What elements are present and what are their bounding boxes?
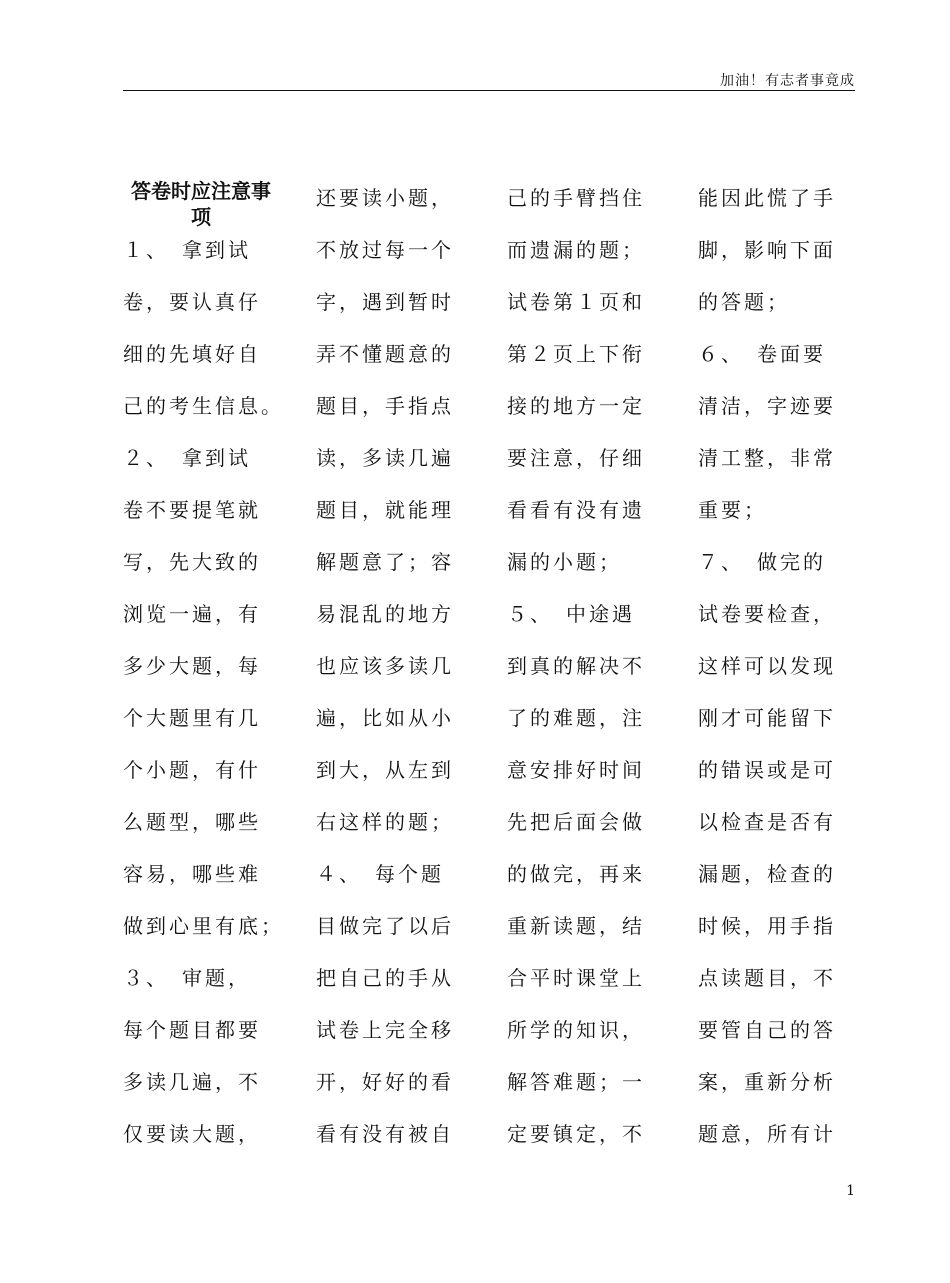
text-line: 个小题，有什 — [123, 758, 261, 782]
text-line: 遍，比如从小 — [316, 706, 454, 730]
text-line: 么题型，哪些 — [123, 810, 261, 834]
text-line: 试卷要检查， — [698, 602, 836, 626]
text-line: 所学的知识， — [507, 1018, 645, 1042]
text-line: 己的手臂挡住 — [507, 186, 645, 210]
text-line: 要注意，仔细 — [507, 446, 645, 470]
text-line: 细的先填好自 — [123, 342, 261, 366]
text-line: 卷不要提笔就 — [123, 498, 261, 522]
text-line: ２、 拿到试 — [123, 446, 251, 470]
text-line: ３、 审题， — [123, 966, 251, 990]
text-line: 把自己的手从 — [316, 966, 454, 990]
header-divider — [123, 90, 855, 91]
text-line: 时候，用手指 — [698, 914, 836, 938]
text-line: 意安排好时间 — [507, 758, 645, 782]
text-line: 弄不懂题意的 — [316, 342, 454, 366]
text-line: 点读题目，不 — [698, 966, 836, 990]
text-line: ５、 中途遇 — [507, 602, 635, 626]
text-line: １、 拿到试 — [123, 238, 251, 262]
text-line: 写，先大致的 — [123, 550, 261, 574]
text-line: 看有没有被自 — [316, 1122, 454, 1146]
text-line: 题目，就能理 — [316, 498, 454, 522]
document-title: 答卷时应注意事项 — [131, 179, 271, 229]
text-line: 接的地方一定 — [507, 394, 645, 418]
text-line: 的答题； — [698, 290, 790, 314]
text-line: 第２页上下衔 — [507, 342, 645, 366]
text-line: ７、 做完的 — [698, 550, 826, 574]
text-line: 卷，要认真仔 — [123, 290, 261, 314]
text-line: 的做完，再来 — [507, 862, 645, 886]
text-line: 重要； — [698, 498, 767, 522]
text-line: 解答难题；一 — [507, 1070, 645, 1094]
text-line: 题意，所有计 — [698, 1122, 836, 1146]
text-line: 而遗漏的题； — [507, 238, 645, 262]
text-line: 还要读小题， — [316, 186, 454, 210]
text-line: 刚才可能留下 — [698, 706, 836, 730]
text-line: 要管自己的答 — [698, 1018, 836, 1042]
text-line: 先把后面会做 — [507, 810, 645, 834]
text-line: 不放过每一个 — [316, 238, 454, 262]
text-line: ６、 卷面要 — [698, 342, 826, 366]
text-line: 清洁，字迹要 — [698, 394, 836, 418]
text-line: 多读几遍，不 — [123, 1070, 261, 1094]
text-line: 右这样的题； — [316, 810, 454, 834]
text-line: 解题意了；容 — [316, 550, 454, 574]
text-line: 目做完了以后 — [316, 914, 454, 938]
text-line: ４、 每个题 — [316, 862, 444, 886]
text-line: 了的难题，注 — [507, 706, 645, 730]
text-line: 的错误或是可 — [698, 758, 836, 782]
text-line: 定要镇定，不 — [507, 1122, 645, 1146]
text-line: 漏题，检查的 — [698, 862, 836, 886]
text-line: 浏览一遍，有 — [123, 602, 261, 626]
text-line: 清工整，非常 — [698, 446, 836, 470]
text-line: 仅要读大题， — [123, 1122, 261, 1146]
text-line: 看看有没有遗 — [507, 498, 645, 522]
text-line: 能因此慌了手 — [698, 186, 836, 210]
text-line: 漏的小题； — [507, 550, 622, 574]
text-line: 也应该多读几 — [316, 654, 454, 678]
text-line: 己的考生信息。 — [123, 394, 284, 418]
text-line: 到大，从左到 — [316, 758, 454, 782]
text-line: 多少大题，每 — [123, 654, 261, 678]
text-line: 试卷上完全移 — [316, 1018, 454, 1042]
text-line: 重新读题，结 — [507, 914, 645, 938]
text-line: 字，遇到暂时 — [316, 290, 454, 314]
text-line: 做到心里有底； — [123, 914, 284, 938]
text-line: 案，重新分析 — [698, 1070, 836, 1094]
text-line: 脚，影响下面 — [698, 238, 836, 262]
text-line: 题目，手指点 — [316, 394, 454, 418]
text-line: 试卷第１页和 — [507, 290, 645, 314]
text-line: 读，多读几遍 — [316, 446, 454, 470]
text-line: 以检查是否有 — [698, 810, 836, 834]
page-header-motto: 加油！有志者事竟成 — [720, 73, 855, 89]
text-line: 开，好好的看 — [316, 1070, 454, 1094]
text-line: 易混乱的地方 — [316, 602, 454, 626]
text-line: 这样可以发现 — [698, 654, 836, 678]
text-line: 容易，哪些难 — [123, 862, 261, 886]
text-line: 合平时课堂上 — [507, 966, 645, 990]
page-number: 1 — [846, 1183, 855, 1199]
text-line: 每个题目都要 — [123, 1018, 261, 1042]
text-line: 个大题里有几 — [123, 706, 261, 730]
text-line: 到真的解决不 — [507, 654, 645, 678]
